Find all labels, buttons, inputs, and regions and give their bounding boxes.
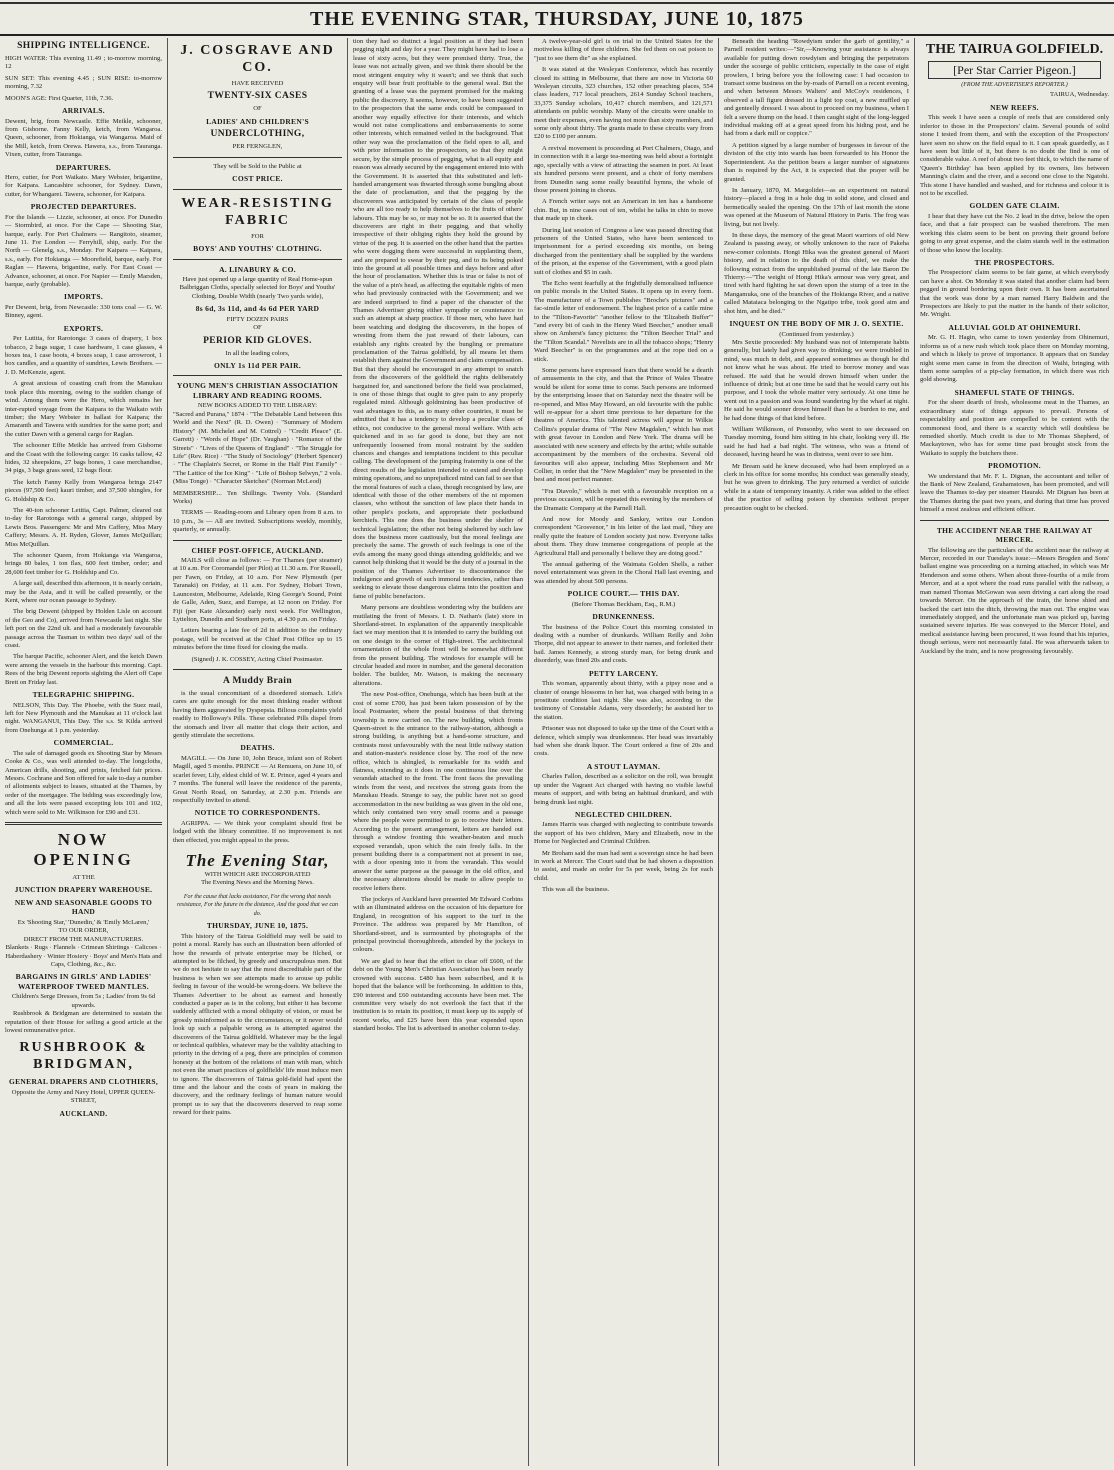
inquest-sub: (Continued from yesterday.)	[779, 330, 854, 338]
post-office-heading: CHIEF POST-OFFICE, AUCKLAND.	[191, 545, 324, 555]
shameful-heading: SHAMEFUL STATE OF THINGS.	[954, 387, 1075, 397]
editorial-text: This history of the Tairua Goldfield may well be said to point a moral. Rarely has such an illustration been afforded of how the rewards of private enterprise may be filched, or attempted to be filched, by greedy and unscrupulous men. But we do not hesitate to say that the most discreditable part of the business is when we see attempts made to arouse up public feeling in favour of the would-be wrong-doers. We believe the Thames Advertiser to be about as earnest and honestly conducted a paper as is in the colony, but either it has become suddenly afflicted with a moral obliquity of vision, or must be grossly misinformed as to the circumstances, or it never would look up such a palpable wrong as is attempted against the discoverers of the Tairua goldfield. Whatever may be the legal or technical quibbles, whatever may be the validity attaching to priority in the driving of a peg, there are principles of common honesty at the bottom of the relations of man with man, which not even the smart practices of goldfields' life must induce men to ignore. The discoverers of Tairua gold-field had spent the time and the labour and the costs of years in making the discovery, and the ordinary feelings of human nature would prompt us to say that the discoverers deserved to reap some reward for their pains.	[173, 932, 342, 1117]
divider	[173, 669, 342, 670]
issue-date: THURSDAY, JUNE 10, 1875.	[206, 921, 309, 931]
terms: TERMS — Reading-room and Library open from 8 a.m. to 10 p.m., 3s — All are invited. Subscriptions weekly, monthly, quarterly, or annually.	[173, 509, 342, 534]
column-6	[915, 38, 1114, 1466]
divider	[173, 375, 342, 376]
ymca-debt-para: We are glad to hear that the effort to clear off £600, of the debt on the Young Men's Christian Association has been nearly crowned with success. £480 has been subscribed, and it is hoped that the balance will be forthcoming. In addition to this, £90 interest and £60 outstanding accounts have been met. The committee very wisely do not overlook the fact that if the institution is to retain its position, it must keep up its supply of recent works, and £25 have been this year expended upon standard books. The list is advertised in another column to-day.	[353, 957, 523, 1033]
neglected-text: James Harris was charged with neglecting to contribute towards the support of his two children, Mary and Elizabeth, now in the Home for Neglected and Criminal Children.	[534, 821, 713, 846]
of-label: OF	[253, 105, 262, 113]
french-writer-para: A French writer says not an American in ten has a handsome chin. But, in nine cases out of ten, whilst he talks in chin to move that made up in cheek.	[534, 198, 713, 223]
sun-line: SUN SET: This evening 4.45 ; SUN RISE: to-morrow morning, 7.32	[5, 74, 162, 91]
column-4	[529, 38, 719, 1466]
inquest-heading: INQUEST ON THE BODY OF MR J. O. SEXTIE.	[729, 319, 904, 328]
shipping-para-8: The barque Pacific, schooner Alert, and the ketch Dawn were among the vessels in the harbour this morning. Capt. Rees of the brig Dewent reports sighting the Alert off Cape Brett on Friday last.	[5, 653, 162, 686]
post-office-notice: Letters bearing a late fee of 2d in addition to the ordinary postage, will be received at the Chief Post Office up to 15 minutes before the time fixed for closing the mails.	[173, 627, 342, 652]
ex-ships: Ex 'Shooting Star,' 'Dunedin,' & 'Emily McLaren,'	[17, 918, 150, 926]
now-opening-heading: NOW OPENING	[33, 829, 134, 869]
underclothing: UNDERCLOTHING,	[210, 129, 305, 140]
to-order: TO OUR ORDER,	[58, 927, 109, 935]
court-text: The business of the Police Court this morning consisted in dealing with a number of drunkards. William Reilly and John Thorpe, did not appear to answer to their names, and forfeited their bail. James Kennedy, a strong sturdy man, for being drunk and disorderly, was fined 20s and costs.	[534, 623, 713, 665]
commercial-heading: COMMERCIAL.	[53, 738, 114, 748]
new-goods-heading: NEW AND SEASONABLE GOODS TO HAND	[14, 897, 153, 917]
business-end: This was all the business.	[542, 886, 610, 894]
alluvial-heading: ALLUVIAL GOLD AT OHINEMURI.	[948, 322, 1081, 332]
deaths-text: MAGILL — On June 10, John Bruce, infant son of Robert Magill, aged 5 months. PRINCE — At Remuera, on June 10, of scarlet fever, Lily, eldest child of W. E. Prince, aged 4 years and 7 months. The funeral will leave the residence of the parents, Great North Road, on Saturday, at 2.30 p.m. Friends are respectfully invited to attend.	[173, 754, 342, 804]
bargains-heading: BARGAINS IN GIRLS' AND LADIES' WATERPROOF TWEED MANTLES.	[15, 972, 152, 991]
twenty-six-cases: TWENTY-SIX CASES	[207, 91, 308, 102]
petition-para: A petition signed by a large number of burgesses in favour of the division of the city into wards has been forwarded to his Honor the Superintendent. As the petition bears a larger number of signatures than is required by the Act, it is expected that the prayer will be granted.	[724, 141, 909, 183]
frog-para: In January, 1870, M. Margolidet—as an experiment on natural history—placed a frog in a hole dug in solid stone, and closed and hermetically sealed the opening. On the 17th of last month the stone was opened at the Museum of Natural History in Paris. The frog was living, but not lively.	[724, 186, 909, 228]
linabury-heading: A. LINABURY & CO.	[219, 264, 296, 274]
police-court-sub: (Before Thomas Beckham, Esq., R.M.)	[571, 600, 676, 608]
deaths-heading: DEATHS.	[240, 743, 275, 753]
imports-heading: IMPORTS.	[63, 292, 103, 302]
masthead-title: THE EVENING STAR, THURSDAY, JUNE 10, 1875	[310, 8, 804, 30]
logo-subtitle: WITH WHICH ARE INCORPORATED	[204, 871, 311, 879]
rushbrook-note: Rushbrook & Bridgman are determined to sustain the reputation of their House for selling a good article at the lowest remunerative price.	[5, 1010, 162, 1034]
exports-heading: EXPORTS.	[63, 323, 104, 333]
tairua-heading: THE TAIRUA GOLDFIELD.	[925, 42, 1104, 57]
exports-text: Per Lutitia, for Rarotonga: 3 cases of drapery, 1 box tobacco, 2 bags sugar, 1 case hardware, 1 case glasses, 4 boxes tea, 1 case boots, 4 boxes soap, 1 case arrowroot, 1 box candles, and a quantity of sundries, Lewis Brothers. — J. D. McKenzie, agent.	[5, 335, 162, 376]
column-1	[0, 38, 168, 1466]
new-reefs-text: This week I have seen a couple of reefs that are considered only inferior to those in the Prospectors' claim. Several pounds of solid stone I tested from them, and with the exception of the Prospectors' have seen no show on the field equal to it. I can speak guardedly, as I have seen but little of it, but there is no doubt the find is one of considerable value. A reef of about two feet thick, to which the name of 'Queen's Birthday' has been applied by its owners, lies between Manning's claim and the river, and a second one close to the Ngatohi. This stone I have handled and washed, and for richness and colour it is not to be excelled.	[920, 114, 1109, 197]
shortland-street-para: Many persons are doubtless wondering why the builders are mutilating the front of Messrs. I. D. Nathan's (late) store in Shortland-street. In explanation of the apparently inexplicable fact we may mention that it is intended to carry the building out on one design to the corner of High-street. The architectural ornamentation of the whole front will be somewhat different from the present building. The windows for example will be circular headed and more in number, and the general decoration bolder. The builder, Mr. Watson, is making the necessary alterations.	[353, 604, 523, 687]
hongi-hika-para: In these days, the memory of the great Maori warriors of old New Zealand is passing away, or wholly unknown to the race of Pakeha new-comer colonists. Hongi Hika was the greatest general of Maori history, and in relation to the death of this chief, we make the following extract from the unpublished journal of the late Baron De Thierry:—"The weight of Hongi Hika's armour was very great, and tired with hard fighting he sat down upon the stump of a tree in the Mangamuka, one of the branches of the Hokianga River, and a native called Mataiaca belonging to the Ngatipo tribe, took good aim and shot him, and he died."	[724, 231, 909, 315]
ymca-heading: YOUNG MEN'S CHRISTIAN ASSOCIATION LIBRARY AND READING ROOMS.	[176, 381, 339, 400]
larceny-text: This woman, apparently about thirty, with a pipsy nose and a cluster of orange blossoms in her hat, was charged with being in a prostitute condition last night. She was also, according to the testimony of Constable Adams, very disorderly; he assisted her to the station.	[534, 680, 713, 721]
only-price: ONLY 1s 11d PER PAIR.	[213, 360, 302, 370]
reporter-note: (FROM THE ADVERTISER'S REPORTER.)	[961, 82, 1068, 88]
rushbrook-name: RUSHBROOK & BRIDGMAN,	[19, 1040, 148, 1073]
shipping-para-3: The ketch Fanny Kelly from Wangaroa brings 2147 pieces (97,500 feet) kauri timber, and 37,500 shingles, for G. Holdship & Co.	[5, 478, 162, 503]
divider	[920, 520, 1109, 521]
neglected-heading: NEGLECTED CHILDREN.	[575, 809, 672, 819]
kid-gloves: PERIOR KID GLOVES.	[203, 335, 312, 346]
cost-price: COST PRICE.	[232, 174, 283, 184]
linabury-text: Have just opened up a large quantity of Real Home-spun Balbriggan Cloths, specially selected for Boys' and Youths' Clothing, Double Width (nearly Two yards wide),	[179, 276, 336, 300]
departures-text: Hero, cutter, for Port Waikato. Mary Webster, brigantine, for Kaipara. Lancashire schooner, for Sydney. Dawn, cutter, for Whangarei. Tawera, schooner, for Kaipara.	[5, 174, 162, 198]
rushbrook-address: Opposite the Army and Navy Hotel, UPPER QUEEN-STREET,	[11, 1088, 156, 1105]
projected-heading: PROJECTED DEPARTURES.	[30, 202, 137, 212]
inquest-verdict: Mr Bream said he knew deceased, who had been employed as a clerk in his office for some months; his conduct was generally steady, but he was given to drinking. The jury returned a verdict of suicide while in a state of temporary insanity. A rider was added to the effect that the practice of selling poison by chemists without proper precaution ought to be checked.	[724, 462, 909, 512]
theatres-para: Some persons have expressed fears that there would be a dearth of amusements in the city, and that the Prince of Wales Theatre would be silent for some time to come. Such persons are informed by the enterprising lessee that on Saturday next the theatre will be re-opened, and Miss May Howard, an old favourite with the public will re-appear for a short time previous to her departure for the theatres of America. This talented actress will appear in Wilkie Collins's popular drama of "The New Magdalen," which has met with great favour in London and New York. The drama will be associated with new scenery and effects by the artist; while suitable accompaniment by the members of the orchestra. Several old favourites will also appear, including Miss Stephenson and Mr Collier, in order that the "New Magdalen" may be presented in the best and most perfect manner.	[534, 367, 713, 484]
rowdyism-para: Beneath the heading "Rowdyism under the garb of gentility," a Parnell resident writes:—"Sir,—Knowing your assistance is always available for putting down rowdyism and bringing the perpetrators under the scourge of public criticism, especially in the case of eight prowlers, I bring before you the following case: I had occasion to transact some business on the by-roads of Parnell on a recent evening, and when between Messrs Walters' and McCoy's residences, I observed a tall figure dressed in a light top coat, a new muffled up and genteelly dressed. I was about to proceed on my business, when I felt a severe thump on the head. I then caught sight of the long-legged individual making off at a great speed from his hiding post, and he had from a dark mill or coppice."	[724, 38, 909, 138]
wear-resisting: WEAR-RESISTING FABRIC	[181, 195, 334, 228]
alluvial-text: Mr. G. H. Hagin, who came to town yesterday from Ohinemuri, informs us of a new rush which took place there on Monday morning, and which is likely to prove of importance. It appears that on Sunday night some men came in from the direction of Waihi, bringing with them some samples of a pip-clay formation, in which there was rich gold showing.	[920, 334, 1109, 384]
shipping-para-2: The schooner Effie Meikle has arrived from Gisborne and the Coast with the following cargo: 16 casks tallow, 42 hides, 32 sheepskins, 27 bags bones, 1 case merchandise, 34 pigs, 3 bags grass seed, 12 bags flour.	[5, 442, 162, 475]
girl-trial-para: A twelve-year-old girl is on trial in the United States for the motiveless killing of three children. She fed them on oat poison to "just to see them die" as she explained.	[534, 38, 713, 62]
for-label: FOR	[251, 232, 264, 240]
shipping-para-5: The schooner Queen, from Hokianga via Wangaroa, brings 80 bales, 1 ton flax, 600 feet timber, order; and 28,600 feet timber for G. Holdship and Co.	[5, 552, 162, 576]
goods-list: Blankets · Rugs · Flannels · Crimean Shirtings · Calicoes · Haberdashery · Winter Hosiery · Boys' and Men's Hats and Caps, Clothing, &c., &c.	[5, 944, 162, 968]
masthead-rule	[0, 2, 1114, 4]
direct: DIRECT FROM THE MANUFACTURERS.	[23, 935, 144, 943]
membership: MEMBERSHIP.... Ten Shillings. Twenty Vols. (Standard Works)	[173, 489, 342, 505]
larceny-heading: PETTY LARCENY.	[588, 668, 659, 678]
congress-para: During last session of Congress a law was passed directing that prisoners of the United States, who have been sentenced to imprisonment for a period exceeding six months, on being discharged from the penitentiary shall be supplied by the wardens of the prison, at the expense of the Government, with a good plain suit of clothes and $5 in cash.	[534, 226, 713, 276]
stout-layman-text: Charles Fallon, described as a solicitor on the roll, was brought up under the Vagrant Act charged with having no visible lawful means of support, and with being an habitual drunkard, and with being drunk last night.	[534, 773, 713, 806]
logo-subtitle-2: The Evening News and the Morning News.	[201, 879, 314, 887]
post-office-signature: (Signed) J. K. COSSEY, Acting Chief Postmaster.	[191, 655, 324, 663]
junction-heading: JUNCTION DRAPERY WAREHOUSE.	[14, 885, 153, 895]
commercial-text: The sale of damaged goods ex Shooting Star by Messrs Cooke & Co., was well attended to-day. The longcloths, American drills, shooting, and prints, fetched fair prices. Messrs. Cochrane and Son offered for sale to-day a number of allotments subject to leases, situated at the Thames, by order of the mortgagee. The bidding was exceedingly low, and all the lots were passed excepting lots 101 and 102, which were sold to Mr. Wilkinson for £90 and £31.	[5, 749, 162, 816]
promotion-text: We understand that Mr. F. L. Dignan, the accountant and teller of the Bank of New Zealand, Grahamstown, has been promoted, and will leave the Thames to-day per steamer Hauraki. Mr Dignan has been at the Thames during the past two years, and during that time has proved himself a most zealous and efficient officer.	[920, 472, 1109, 514]
at-the: AT THE	[72, 873, 95, 881]
moody-sankey-para: And now for Moody and Sankey, writes our London correspondent "Grosvenor," in his letter of the last mail, "they are really quite the feature of London society just now. Everyone talks about them. They draw immense congregations of people at the Agricultural Hall and personally I believe they are doing good."	[534, 515, 713, 557]
shipping-para-1: A great anxious of coasting craft from the Manukau took place this morning, owing to the sudden change of wind. Among them were the Hero, which remains her inter-rupted voyage from the Kaipara to the Waikato with timber; the Mary Webster in ballast for Kaipara; the Amaranth and Tawera with sundries for the same port; and the cutter Dawn with a general cargo for Raglan.	[5, 380, 162, 438]
divider	[173, 540, 342, 541]
column-2	[168, 38, 348, 1466]
masthead	[0, 0, 1114, 36]
onehunga-post-office-para: The new Post-office, Onehunga, which has been built at the cost of some £700, has just been taken possession of by the local Postmaster, where the postal business of that thriving township is now carried on. The new building, which fronts Queen-street is the entrance to the railway-station, although a strong building, is anything but a hand-some structure, and contrasts most unfavourably with the neat little railway station and station-master's residence close by. The roof of the new office, which is shingled, is remarkable for its width and flatness, extending as it does in one continuous line over the verandah attached to the front. The front faces the prevailing winds from the west, and receives the strong gusts from the Manukau Heads. Strange to say, the public have not so good accommodation in the new building as was given in the old one, which only contained two very small rooms and a passage where the people were permitted to go to receive their letters. According to the present arrangement, letters are handed out through a window fronting this weather-beaten and much exposed verandah, upon which the rain freely falls. In the present building there is a compartment not at present in use, with a door opening into it from the verandah. This would answer the same purpose as the passage in the old office, and the necessary alterations should be made to allow people to receive letters there.	[353, 691, 523, 892]
wilkinson-text: William Wilkinson, of Ponsonby, who went to see deceased on Tuesday morning, found him sitting in his chair, looking very ill. He said he had had a bad night. The witness, who was a friend of deceased, having heard he was in distress, went over to see him.	[724, 425, 909, 459]
broham-text: Mr Broham said the man had sent a sovereign since he had been in work at Mercer. The Court said that he had shown a disposition to assist, and made an order for 5s per week, being 2s for each child.	[534, 849, 713, 882]
arrivals-heading: ARRIVALS.	[62, 106, 105, 116]
books-list: "Sacred and Purana," 1874 · "The Debatable Land between this World and the Next" (R. D. Owen) · "Summary of Modern History" (M. Michelet and M. Cottrel) · "Credit Pleace" (E. Garrett) · "Words of Hope" (Dr. Vaughan) · "Romance of the Streets" · "Lives of the Queens of England" · "The Struggle for Life" (Rev. Rice) · "The Study of Sociology" (Herbert Spencer) · "The Chaplain's Secret, or Rome in the Half Pint Family" · "The Lattice of the Ice King" · "Life of Bishop Selwyn," 2 vols. (Miss Tonge) · "Character Sketches" (Norman McLeod)	[173, 410, 342, 486]
boys-youths: BOYS' AND YOUTHS' CLOTHING.	[193, 244, 322, 254]
logo-title: The Evening Star,	[185, 851, 330, 871]
wesleyan-para: It was stated at the Wesleyan Conference, which has recently closed its sitting in Melbourne, that there are now in Victoria 60 Wesleyan circuits, 323 churches, 152 other preaching places, 554 class leaders, 717 local preachers, 2614 Sunday School teachers, 33,375 Sunday scholars, 10,417 church members, and 121,571 attendants on public worship. Many of the circuits were unable to meet their expenses, even having not more than sixty members, and some only about thirty. The grants made to these circuits vary from £20 to £100 per annum.	[534, 66, 713, 141]
departures-heading: DEPARTURES.	[55, 162, 112, 172]
editorial-continued: tion they had so distinct a legal position as if they had been pegging night and day for a year. They might have had to lose a lease of sixty acres, but they were promised thirty. True, the lease was not actually given, and we think there should be the most stringent enquiry why it wasn't; and we think that such enquiry will bear fruit profitable to the general weal. But the granting of a lease was the payment promised for the making public the discovery. It seems, however, to have been suggested to the prospectors that the same ends could be compassed in another way equally effective for their interests, and which would not raise complications and embarrassments to some other interests, which remained veiled in the background. That other way was the proclamation of the field open to all, and with prior information to the prospectors, so that they might secure, by the simple process of pegging, what is all equity and reason was already secured by the engagement entered into with the Government. It is asserted that this substituted and left-handed arrangement was thwarted through some bungling about the date of proclamation, and that the pegging by the discoverers was anticipated by certain of the class of people who are all too ready to help themselves to the fruits of others' labours. This may be so, or may not be so. It is asserted that the discoverers are right in their pegging, and that wholly irrespective of their obliging rights they hold the ground by virtue of the peg. It is asserted on the other hand that the parties who were dogging them were successful in supplanting them, and are prepared to swear by their peg, and to its being poked into the ground at all possible times and days before and after the hour of proclamation. Whether this is true or false is not of the value of a pin's head, as affecting the equitable rights of men who had previously contracted with the Government; and we are indeed surprised to find a paper of the character of the Thames Advertiser giving either sympathy or countenance to such an attempt at sharp practice. If those men, who have had been watching and dodging the discoverers, in the hopes of wresting from them the just reward of their labours, can establish any rights created by the bungling or premature proclamation of the Tairua goldfield, by all means let them establish them against the Government and claim compensation. But that they should be encouraged in any attempt to snatch from the discoverers of the goldfield the rights deliberately bargained for, and sanctioned before the field was proclaimed, is one of those things that ought to give pain to any properly regulated mind. Although goldmining has been productive of vast advantages to this, as to many other countries, it must be admitted that it has a tendency to develop a peculiar class of ethics, not conducive to the general moral welfare. With acts quickened and in so far good is done, but they are not unfrequently loosened from moral restraint by the sudden chances and changes and temptations incident to this peculiar calling. The development of the jumping fraternity is one of the direct results of the legislation intended to extend and develop mining operations, and no unprejudiced mind can fail to see that the moral features of such a class, though recognised by law, are identical with those of the other members of the ni mpomen classes, who without the sanction of law place their hands in other people's pockets, and appropriate their pocketbund kerchiefs. This one does the business under the shelter of technical legislation; the other not being sheltered by such law does the business more cautiously, but the moral feelings are precisely the same. The growth of such feelings is one of the evils among the many good things attending goldfields; and we cannot help thinking that it would be the duty of a journal in the position of the Thames Advertiser to discountenance the indulgence and growth of such immoral tendencies, rather than seeking to elevate those dangerous claims into the position and fame of public benefactors.	[353, 38, 523, 600]
dateline: TAIRUA, Wednesday.	[1049, 91, 1109, 99]
inquest-text: Mrs Sextie proceeded: My husband was not of intemperate habits generally, but lately had given way to drinking; we were troubled in mind, was much in debt, and appeared sometimes as though he did not know what he was about. He tried to borrow money and was refused. He said that he would drown himself when under the influence of drink; but at one time he said that he would carry out his purpose, and I took the whole matter very seriously. At one time he went out in a passion and was found wandering by the wharf at night. He said he would sooner drown himself than be a burden to me, and he had done things of that kind before.	[724, 338, 909, 422]
shameful-text: For the sheer dearth of fresh, wholesome meat in the Thames, an extraordinary state of things appears to prevail. Persons of respectability and position are compelled to be content with the commonest food, and there is a scarcity which will doubtless be remedied shortly. Much credit is due to Mr Thomas Shepherd, of Mackaytown, who has for some time past brought stock from the Waikato to supply the butchers there.	[920, 399, 1109, 457]
of-label-2: OF	[253, 324, 262, 332]
prospectors-text: The Prospectors' claim seems to be fair game, at which everybody can have a shot. On Monday it was stated that another claim had been pegged in ground bordering upon their own. It has been ascertained that the work was done by a man named Harry Baldwin and the Prospectors are likely to put the matter in the hands of their solicitor, Mr. Wright.	[920, 269, 1109, 319]
muddy-brain-heading: A Muddy Brain	[222, 675, 293, 686]
auckland-label: AUCKLAND.	[59, 1108, 108, 1118]
railway-text: The following are the particulars of the accident near the railway at Mercer, recorded in our Tuesday's issue:—Messrs Brogden and Sons' ballast engine was proceeding on a turning attached, in which was Mr Henderson and some others. When about three-fourths of a mile from Mercer, and at a spot where the road runs parallel with the railway, a man named Thomas McGowan was seen driving a cart along the road towards Mercer. On the approach of the train, the horse shied and backed the cart into the ditch, throwing the man out. The engine was immediately stopped, and the unfortunate man was picked up, having sustained severe injuries. He was conveyed to the Mercer Hotel, and medical assistance having been procured, it was found that his injuries, though serious, were not necessarily fatal. He was afterwards taken to Auckland by the train, and is now progressing favourably.	[920, 546, 1109, 655]
childrens-text: Children's Serge Dresses, from 5s ; Ladies' from 9s 6d upwards.	[11, 993, 156, 1009]
stout-layman-heading: A STOUT LAYMAN.	[586, 761, 661, 771]
cosgrave-heading: J. COSGRAVE AND CO.	[180, 43, 335, 75]
moon-line: MOON'S AGE: First Quarter, 11th, 7.36.	[5, 94, 114, 102]
shipping-heading: SHIPPING INTELLIGENCE.	[17, 41, 150, 51]
tairua-subheading: [Per Star Carrier Pigeon.]	[928, 61, 1101, 79]
notice-text: AGRIPPA. — We think your complaint should first be lodged with the library committee. If no improvement is not then effected, you might appeal to the press.	[173, 819, 342, 844]
divider	[5, 822, 162, 825]
divider	[173, 157, 342, 158]
shipping-para-7: The brig Dewent (shipped by Holden Lisle on account of the Geo and Co), arrived from Newcastle last night. She left port on the 22nd ult. and had a moderately favourable passage across the Tasman to within two days' sail of the coast.	[5, 608, 162, 650]
notice-heading: NOTICE TO CORRESPONDENTS.	[194, 808, 321, 818]
rushbrook-trade: GENERAL DRAPERS AND CLOTHIERS,	[8, 1077, 159, 1087]
prospectors-heading: THE PROSPECTORS.	[974, 257, 1055, 267]
shipping-para-4: The 40-ton schooner Letitia, Capt. Palmer, cleared out to-day for Rarotonga with a general cargo, shipped by Lewis Bros. Passengers: Mr and Mrs Caffery, Miss Mary Caffery; Messrs. A. H. Ryden, Glover, James McQuillan; Miss McQuillan.	[5, 506, 162, 548]
fra-diavolo-para: "Fra Diavolo," which is met with a favourable reception on a previous occasion, will be repeated this evening by the members of the Dramatic Company at the Parnell Hall.	[534, 487, 713, 512]
divider	[173, 189, 342, 190]
imports-text: Per Dewent, brig, from Newcastle: 330 tons coal — G. W. Binney, agent.	[5, 303, 162, 320]
police-court-heading: POLICE COURT.— THIS DAY.	[567, 589, 680, 599]
divider	[173, 259, 342, 260]
muddy-brain-text: is the usual concomitant of a disordered stomach. Life's cares are quite enough for the most thinking reader without having them aggravated by Dyspepsia. Bilious complaints yield readily to Holloway's Pills. These celebrated Pills dispel from the stomach and liver all matter that clogs their action, and gently stimulate the secretions.	[173, 689, 342, 739]
column-5	[719, 38, 915, 1466]
echo-para: The Echo went fearfully at the frightfully demoralised influence on public morals in the United States. It opens up in every form. The manufacturer of a Town publishes "Broche's pictures" and a fac-simile letter of endorsement. The highest price of a cattle mine to the "Tilton-Favorite" "another fellow to the 'Elizabeth Buffer'" "and every bit of cash in the Henry Ward Beecher," another small show on Amherst's fancy pictures: the "Tilton Beecher Trial" and the "Tilton Scandal." Novelists are in all the tobacco shops; "Henry Ward Beecher" is on the programmes and at the rope tied on a stick.	[534, 279, 713, 363]
promotion-heading: PROMOTION.	[988, 461, 1041, 471]
per-fernglen: PER FERNGLEN,	[232, 143, 283, 151]
drunkenness-heading: DRUNKENNESS.	[592, 612, 655, 622]
sold-public: They will be Sold to the Public at	[213, 162, 302, 170]
in-all-colors: In all the leading colors,	[225, 349, 290, 357]
ladies-childrens: LADIES' AND CHILDREN'S	[206, 116, 309, 126]
entertainment-para: The annual gathering of the Waimata Golden Shells, a rather novel entertainment was given in the Choral Hall last evening, and was attended by about 500 persons.	[534, 560, 713, 585]
newspaper-logo	[173, 851, 342, 887]
jockeys-para: The jockeys of Auckland have presented Mr Edward Corbins with an illuminated address on the occasion of his departure for England, in recognition of his support to the turf in the Province. The address was prepared by Mr Hamilton, of Shortland-street, and is surmounted by photographs of the principal provincial thoroughbreds, attended by the jockeys in colours.	[353, 896, 523, 954]
motto: For the cause that lacks assistance, For the wrong that needs resistance, For the future in the distance, And the good that we can do.	[176, 894, 339, 917]
railway-heading: THE ACCIDENT NEAR THE RAILWAY AT MERCER.	[936, 525, 1093, 545]
projected-text: For the Islands — Lizzie, schooner, at once. For Dunedin — Stormbird, at once. For the Cape — Shooting Star, barque, early. For Port Chalmers — Rangitoto, steamer, June 11. For London — Ferryhill, ship, early. For the North — Glenelg, s.s., Monday. For Kaipara — Kaipara, s.s., early. For Hokianga — Moorefield, barque, early. For Raglan — Hawera, brigantine, early. For East Coast — Advance, schooner, at once. For Napier — Emily Marsden, barque, early (probable).	[5, 213, 162, 289]
telegraphic-text: NELSON, This Day. The Phoebe, with the Suez mail, left for New Plymouth and the Manukau at 11 o'clock last night. WANGANUI, This Day. The s.s. St Kilda arrived from Onehunga at 1 p.m. yesterday.	[5, 701, 162, 734]
fifty-dozen: FIFTY DOZEN PAIRS	[226, 315, 289, 323]
tides-line: HIGH WATER: This evening 11.49 ; to-morrow morning, 12	[5, 55, 162, 71]
have-received: HAVE RECEIVED	[231, 80, 284, 87]
golden-gate-heading: GOLDEN GATE CLAIM.	[969, 201, 1060, 211]
new-reefs-heading: NEW REEFS.	[990, 102, 1039, 112]
column-3	[348, 38, 529, 1466]
shipping-para-6: A large sail, described this afternoon, it is nearly certain, may be the Asia, and it will be called presently, or the Kent, where our ocean passage to Sydney.	[5, 580, 162, 605]
post-office-text: MAILS will close as follows: — For Thames (per steamer) at 10 a.m. For Coromandel (per Pilot) at 11.30 a.m. For Russell, per Fawn, on Friday, at 10 a.m. For New Plymouth (per Taranaki) on Friday, at 11 a.m. For Sydney, Hobart Town, Launceston, Melbourne, Adelaide, King George's Sound, Point de Galle, Aden, Suez, and Europe, at 12 noon on Friday. For Fiji (per Kate Alexander) early next week. For Wellington, Lyttelton, Dunedin and Southern ports, at 4.30 p.m. on Friday.	[173, 557, 342, 623]
telegraphic-heading: TELEGRAPHIC SHIPPING.	[32, 690, 135, 700]
golden-gate-text: I hear that they have cut the No. 2 lead in the drive, below the open face, and that a fair prospect can be washed therefrom. The men working this claim seem to be bent on proving their ground before going to any great expense, and the claim stands well in the estimation of those who know the locality.	[920, 212, 1109, 254]
prices: 8s 6d, 3s 11d, and 4s 6d PER YARD	[195, 304, 320, 314]
arrivals-text: Dewent, brig, from Newcastle. Effie Meikle, schooner, from Gisborne. Fanny Kelly, ketch, from Wangaroa. Queen, schooner, from Hokianga, via Wangaroa. Maid of the Mill, ketch, from Orewa. Hawera, s.s., from Tauranga. Vixen, cutter, from Tauranga.	[5, 117, 162, 159]
revival-para: A revival movement is proceeding at Port Chalmers, Otago, and in connection with it a large tea-meeting was held about a fortnight ago, specially with a view of attracting the seamen in port. At least six hundred persons were present, and a choir of forty members from Dunedin sang some really beautiful hymns, the whole of those present joining in chorus.	[534, 144, 713, 194]
prisoner-text: Prisoner was not disposed to take up the time of the Court with a defence, which simply was drunkenness. Her head was invariably bad when she drank liquor. The Court ordered a fine of 20s and costs.	[534, 725, 713, 758]
new-books-heading: NEW BOOKS ADDED TO THE LIBRARY:	[197, 402, 318, 410]
